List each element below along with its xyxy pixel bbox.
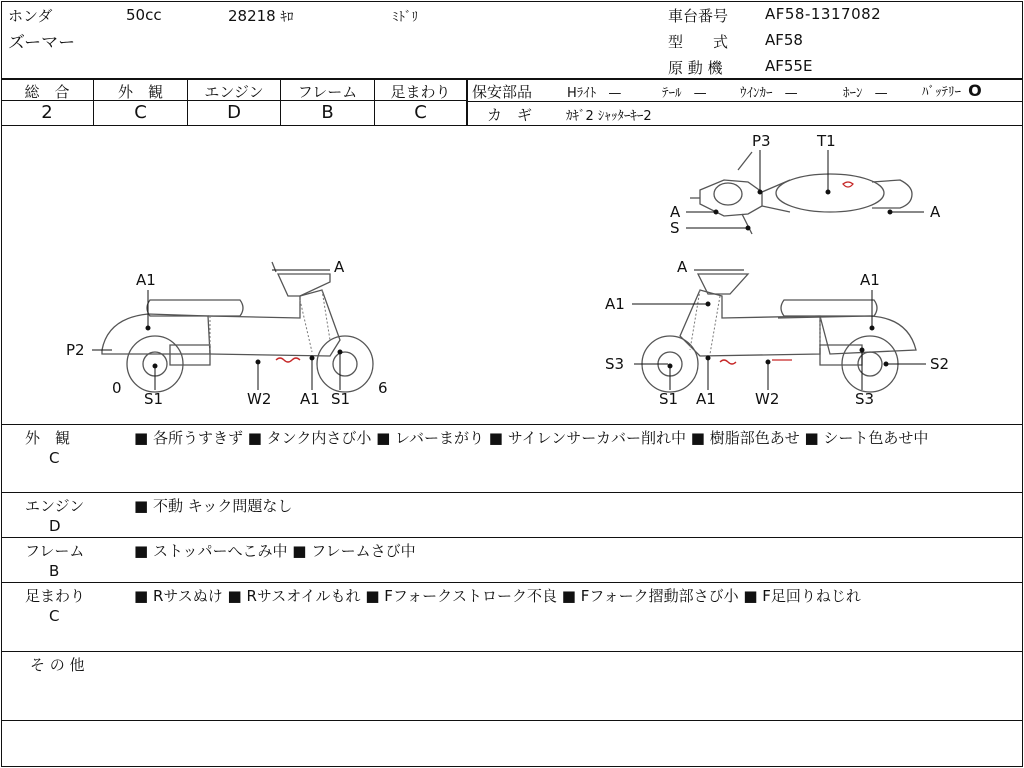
label-s-top: S [670, 219, 680, 237]
safety-row-divider [467, 101, 1022, 102]
color: ﾐﾄﾞﾘ [392, 10, 418, 25]
suspension-section-label [25, 586, 85, 626]
suspension-comment: ■ Rサスぬけ ■ Rサスオイルもれ ■ Fフォークストローク不良 ■ Fフォーク摺動部さび小 ■ F足回りねじれ [134, 587, 861, 605]
grade-frame-label: フレーム [297, 83, 358, 101]
label-a-top-left: A [670, 203, 681, 221]
label-a1-right-top: A1 [860, 271, 880, 289]
safety-item-horn [843, 82, 888, 101]
label-p3: P3 [752, 132, 771, 150]
mileage [228, 6, 294, 25]
label-s3-right-left: S3 [605, 355, 625, 373]
safety-item-name: Hﾗｲﾄ [567, 86, 597, 101]
label-s1-left-b: S1 [331, 390, 351, 408]
safety-item-name: ｳｲﾝｶｰ [740, 86, 773, 101]
safety-item-status: — [608, 86, 622, 101]
grade-exterior-label: 外 観 [117, 83, 163, 101]
exterior-label: 外 観 [25, 429, 71, 447]
engine-section-label [25, 496, 84, 536]
engine-label: エンジン [25, 497, 85, 515]
safety-item-name: ﾎｰﾝ [843, 86, 863, 101]
safety-item-headlight [567, 82, 621, 101]
mileage-unit: ｷﾛ [280, 10, 294, 25]
safety-item-winker [740, 82, 798, 101]
label-s1-left-a: S1 [144, 390, 164, 408]
other-divider [1, 720, 1022, 721]
safety-item-tail [662, 82, 707, 101]
frame-label: フレーム [25, 542, 85, 560]
engine-model-label: 原 動 機 [668, 59, 723, 77]
suspension-grade: C [49, 607, 60, 625]
safety-item-status: O [968, 81, 982, 100]
safety-item-status: — [784, 86, 798, 101]
engine-divider [1, 537, 1022, 538]
exterior-divider [1, 492, 1022, 493]
grade-overall-label: 総 合 [24, 83, 70, 101]
label-s1-right: S1 [659, 390, 679, 408]
safety-item-battery [922, 81, 982, 100]
scooter-top-view [690, 152, 912, 234]
damage-diagram [0, 126, 1024, 424]
label-t1: T1 [817, 132, 836, 150]
grade-suspension-value: C [414, 102, 427, 123]
suspension-label: 足まわり [25, 587, 86, 605]
frame-number-value: AF58-1317082 [765, 5, 882, 23]
diagram-labels [66, 132, 949, 408]
mileage-value: 28218 [228, 7, 276, 25]
label-s3-right-bottom: S3 [855, 390, 875, 408]
scooter-right-view [642, 274, 916, 392]
label-s2: S2 [930, 355, 950, 373]
other-section-label: そ の 他 [30, 656, 85, 674]
safety-item-status: — [693, 86, 707, 101]
diagram-bottom-line [1, 424, 1022, 425]
label-a1-left-top: A1 [136, 271, 156, 289]
frame-divider [1, 582, 1022, 583]
key-value: ｶｷﾞ2 ｼｬｯﾀｰｷｰ2 [566, 109, 652, 124]
type-value: AF58 [765, 31, 803, 49]
label-a1-right-bottom: A1 [696, 390, 716, 408]
safety-item-name: ﾊﾞｯﾃﾘｰ [922, 85, 961, 100]
exterior-grade: C [49, 449, 60, 467]
engine-grade: D [49, 517, 61, 535]
model-name: ズーマー [8, 33, 76, 53]
label-6: 6 [378, 379, 388, 397]
safety-item-status: — [874, 86, 888, 101]
label-a1-left-bottom: A1 [300, 390, 320, 408]
grade-frame-value: B [321, 102, 334, 123]
grade-exterior-value: C [134, 102, 147, 123]
engine-comment: ■ 不動 キック問題なし [134, 497, 293, 515]
safety-parts-label: 保安部品 [472, 83, 533, 101]
key-label: カ ギ [487, 106, 533, 124]
grade-divider-5 [466, 79, 468, 126]
grade-engine-label: エンジン [204, 83, 264, 101]
frame-grade: B [49, 562, 60, 580]
engine-model-value: AF55E [765, 57, 813, 75]
label-a-right-top: A [677, 258, 688, 276]
label-w2-right: W2 [755, 390, 780, 408]
exterior-section-label [25, 428, 70, 468]
grade-row-top-line [1, 78, 1022, 80]
maker: ホンダ [8, 7, 53, 25]
safety-item-name: ﾃｰﾙ [662, 86, 682, 101]
frame-comment: ■ ストッパーへこみ中 ■ フレームさび中 [134, 542, 416, 560]
label-w2-left: W2 [247, 390, 272, 408]
grade-suspension-label: 足まわり [390, 83, 451, 101]
label-a-top-right: A [930, 203, 941, 221]
label-a1-right-left: A1 [605, 295, 625, 313]
frame-number-label: 車台番号 [668, 7, 729, 25]
label-0: 0 [112, 379, 122, 397]
frame-section-label [25, 541, 84, 581]
type-label: 型 式 [668, 33, 729, 51]
exterior-comment: ■ 各所うすきず ■ タンク内さび小 ■ レバーまがり ■ サイレンサーカバー削れ中 ■ 樹脂部色あせ ■ シート色あせ中 [134, 429, 929, 447]
suspension-divider [1, 651, 1022, 652]
grade-engine-value: D [227, 102, 241, 123]
label-a-left-top: A [334, 258, 345, 276]
displacement: 50cc [126, 6, 162, 24]
grade-overall-value: 2 [41, 102, 53, 123]
label-p2: P2 [66, 341, 85, 359]
